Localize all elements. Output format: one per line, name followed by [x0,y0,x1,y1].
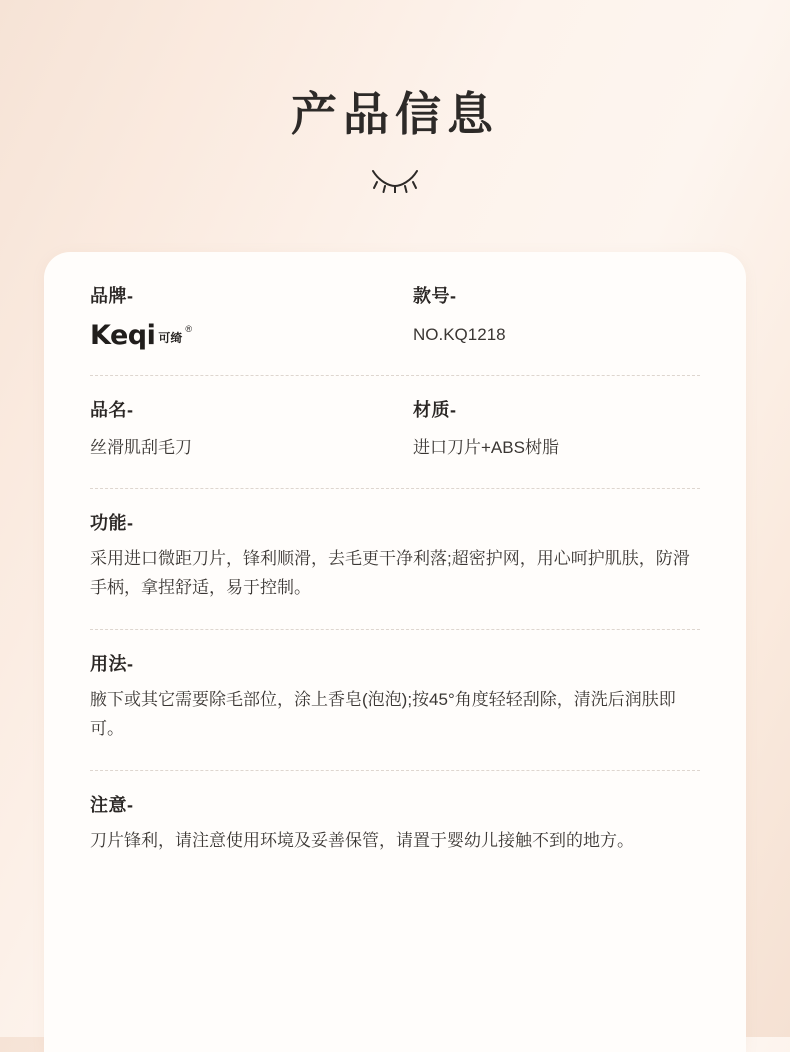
divider [90,629,700,630]
divider [90,488,700,489]
field-value-product-name: 丝滑肌刮毛刀 [90,438,192,458]
field-value-model: NO.KQ1218 [413,324,506,344]
brand-logo-latin: Keqi [90,319,156,351]
field-product-name [90,400,395,462]
field-label-material: 材质- [413,399,457,420]
field-label-usage: 用法- [90,653,134,674]
brand-logo [90,319,192,351]
field-value-caution: 刀片锋利，请注意使用环境及妥善保管，请置于婴幼儿接触不到的地方。 [90,831,634,851]
divider [90,375,700,376]
info-row-brand-model [90,286,700,349]
field-value-function: 采用进口微距刀片，锋利顺滑，去毛更干净利落;超密护网，用心呵护肌肤，防滑手柄，拿捏舒适，易于控制。 [90,549,690,598]
field-label-product-name: 品名- [90,399,134,420]
field-label-caution: 注意- [90,794,134,815]
field-brand [90,286,395,349]
brand-logo-registered-mark: ® [185,323,192,334]
brand-logo-cjk: 可绮 [158,330,183,345]
info-row-name-material [90,400,700,462]
field-value-usage: 腋下或其它需要除毛部位，涂上香皂(泡泡);按45°角度轻轻刮除，清洗后润肤即可。 [90,690,676,739]
field-function [90,513,700,603]
field-usage [90,654,700,744]
field-label-model: 款号- [413,286,457,306]
field-material [395,400,700,462]
field-caution [90,795,700,856]
page-title: 产品信息 [291,88,499,140]
product-info-card [44,252,746,1052]
field-label-function: 功能- [90,512,134,533]
divider [90,770,700,771]
eyelash-icon [365,167,425,193]
field-value-material: 进口刀片+ABS树脂 [413,438,559,458]
field-label-brand: 品牌- [90,286,134,306]
page-header [0,0,790,193]
field-model [395,286,700,349]
